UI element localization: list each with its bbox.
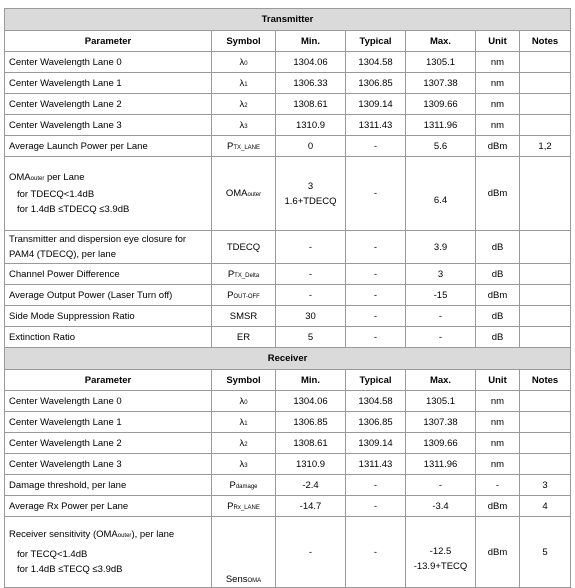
parameter-cell: Center Wavelength Lane 3	[5, 115, 212, 136]
parameter-cell: Center Wavelength Lane 2	[5, 94, 212, 115]
symbol-cell	[212, 73, 276, 94]
notes-cell	[520, 264, 571, 285]
min-cell: 1308.61	[276, 94, 346, 115]
parameter-cell: Damage threshold, per lane	[5, 475, 212, 496]
table-row	[5, 496, 571, 517]
column-header: Notes	[520, 31, 571, 52]
symbol-cell	[212, 412, 276, 433]
symbol-subscript: 0	[244, 399, 248, 406]
min-cell: -	[276, 285, 346, 306]
parameter-cell: Average Launch Power per Lane	[5, 136, 212, 157]
typical-cell: -	[346, 327, 406, 348]
column-header: Typical	[346, 370, 406, 391]
column-header: Min.	[276, 370, 346, 391]
section-header-row	[5, 9, 571, 31]
max-cell: 1311.96	[406, 454, 476, 475]
symbol-text: P	[227, 289, 234, 301]
symbol-subscript: 0	[244, 60, 248, 67]
symbol-text: P	[226, 140, 234, 152]
min-cell: 1308.61	[276, 433, 346, 454]
symbol-subscript: OUT-OFF	[233, 293, 260, 300]
symbol-text: P	[227, 268, 235, 280]
min-cell: -2.4	[276, 475, 346, 496]
unit-cell: dB	[476, 264, 520, 285]
parameter-cell: Average Rx Power per Lane	[5, 496, 212, 517]
max-cell: 1309.66	[406, 433, 476, 454]
max-cell: 1309.66	[406, 94, 476, 115]
max-cell: 5.6	[406, 136, 476, 157]
symbol-cell	[212, 327, 276, 348]
unit-cell: nm	[476, 391, 520, 412]
table-row	[5, 73, 571, 94]
max-cell: 3.9	[406, 231, 476, 264]
symbol-text: SMSR	[229, 310, 258, 322]
column-header: Notes	[520, 370, 571, 391]
notes-cell	[520, 231, 571, 264]
symbol-text: λ	[239, 437, 245, 449]
table-row	[5, 115, 571, 136]
symbol-text: P	[229, 479, 236, 491]
parameter-line: for TECQ<1.4dB	[17, 549, 88, 560]
unit-cell: dBm	[476, 136, 520, 157]
parameter-cell: Center Wavelength Lane 0	[5, 52, 212, 73]
min-cell: -	[276, 231, 346, 264]
unit-cell: nm	[476, 115, 520, 136]
table-row	[5, 433, 571, 454]
typical-cell: 1311.43	[346, 454, 406, 475]
min-cell: 0	[276, 136, 346, 157]
symbol-cell	[212, 517, 276, 588]
symbol-subscript: 2	[244, 441, 248, 448]
notes-cell	[520, 327, 571, 348]
min-cell: 1304.06	[276, 52, 346, 73]
table-row	[5, 412, 571, 433]
symbol-cell	[212, 52, 276, 73]
parameter-text: OMA	[9, 172, 31, 183]
typical-cell: 1304.58	[346, 391, 406, 412]
symbol-text: λ	[239, 416, 245, 428]
min-cell: 1306.33	[276, 73, 346, 94]
section-header-row	[5, 348, 571, 370]
max-cell: 1305.1	[406, 391, 476, 412]
unit-cell: nm	[476, 94, 520, 115]
symbol-text: λ	[239, 56, 245, 68]
notes-cell: 3	[520, 475, 571, 496]
unit-cell: nm	[476, 73, 520, 94]
table-row	[5, 94, 571, 115]
column-header: Typical	[346, 31, 406, 52]
table-row-tdecq	[5, 231, 571, 264]
parameter-line: for 1.4dB ≤TECQ ≤3.9dB	[17, 564, 123, 575]
symbol-subscript: damage	[235, 483, 258, 490]
notes-cell	[520, 52, 571, 73]
symbol-cell	[212, 391, 276, 412]
symbol-text: λ	[239, 77, 245, 89]
parameter-text: ), per lane	[131, 529, 175, 540]
min-cell: -	[276, 517, 346, 588]
unit-cell: dBm	[476, 157, 520, 231]
max-cell: -3.4	[406, 496, 476, 517]
parameter-text: Receiver sensitivity (OMA	[9, 529, 118, 540]
table-row	[5, 327, 571, 348]
typical-cell: 1311.43	[346, 115, 406, 136]
parameter-line	[9, 527, 207, 544]
symbol-text: P	[227, 500, 234, 512]
unit-cell: nm	[476, 52, 520, 73]
symbol-subscript: Rx_LANE	[233, 504, 260, 511]
min-value: 1.6+TDECQ	[284, 195, 337, 207]
table-row-oma	[5, 157, 571, 231]
table-row	[5, 264, 571, 285]
typical-cell: -	[346, 136, 406, 157]
symbol-cell	[212, 306, 276, 327]
min-cell: 30	[276, 306, 346, 327]
parameter-cell: Side Mode Suppression Ratio	[5, 306, 212, 327]
symbol-cell	[212, 136, 276, 157]
symbol-subscript: 3	[244, 462, 248, 469]
max-cell: -15	[406, 285, 476, 306]
symbol-subscript: TX_LANE	[233, 144, 261, 151]
parameter-line: Transmitter and dispersion eye closure for	[9, 234, 187, 245]
notes-cell	[520, 94, 571, 115]
typical-cell: 1304.58	[346, 52, 406, 73]
max-cell: 6.4	[406, 157, 476, 231]
symbol-cell	[212, 264, 276, 285]
table-row-sensitivity	[5, 517, 571, 588]
section-title: Receiver	[5, 348, 571, 370]
min-value: 3	[307, 180, 314, 192]
max-cell: -	[406, 306, 476, 327]
unit-cell: nm	[476, 454, 520, 475]
max-cell: 1307.38	[406, 73, 476, 94]
unit-cell: dB	[476, 231, 520, 264]
typical-cell: -	[346, 285, 406, 306]
symbol-subscript: TX_Delta	[234, 272, 260, 279]
spec-table	[4, 8, 571, 588]
table-row	[5, 285, 571, 306]
max-cell: -	[406, 475, 476, 496]
table-row	[5, 454, 571, 475]
parameter-text: per Lane	[44, 172, 85, 183]
symbol-cell	[212, 94, 276, 115]
parameter-cell: Channel Power Difference	[5, 264, 212, 285]
table-row	[5, 391, 571, 412]
table-row	[5, 475, 571, 496]
unit-cell: nm	[476, 433, 520, 454]
max-value: -13.9+TECQ	[413, 561, 468, 572]
notes-cell	[520, 115, 571, 136]
column-header: Symbol	[212, 31, 276, 52]
table-row	[5, 306, 571, 327]
notes-cell	[520, 433, 571, 454]
parameter-cell: Extinction Ratio	[5, 327, 212, 348]
column-header: Parameter	[5, 370, 212, 391]
symbol-cell	[212, 433, 276, 454]
spec-table-body	[5, 9, 571, 588]
notes-cell: 4	[520, 496, 571, 517]
unit-cell: nm	[476, 412, 520, 433]
min-cell: 1310.9	[276, 454, 346, 475]
column-header-row	[5, 31, 571, 52]
symbol-cell	[212, 285, 276, 306]
typical-cell: -	[346, 496, 406, 517]
unit-cell: dBm	[476, 496, 520, 517]
typical-cell: -	[346, 306, 406, 327]
parameter-line: for TDECQ<1.4dB	[17, 189, 95, 200]
min-cell: 5	[276, 327, 346, 348]
table-row	[5, 136, 571, 157]
parameter-cell: Center Wavelength Lane 1	[5, 412, 212, 433]
notes-cell: 5	[520, 517, 571, 588]
max-cell: -	[406, 327, 476, 348]
symbol-cell	[212, 454, 276, 475]
symbol-subscript: 2	[244, 102, 248, 109]
symbol-text: ER	[236, 331, 251, 343]
symbol-text: λ	[239, 458, 245, 470]
parameter-line	[9, 170, 207, 187]
min-cell: -14.7	[276, 496, 346, 517]
column-header: Parameter	[5, 31, 212, 52]
min-cell	[276, 157, 346, 231]
unit-cell: dBm	[476, 285, 520, 306]
symbol-text: OMA	[225, 188, 248, 199]
symbol-text: Sens	[225, 574, 248, 585]
min-cell: 1304.06	[276, 391, 346, 412]
typical-cell: 1306.85	[346, 73, 406, 94]
unit-cell: -	[476, 475, 520, 496]
symbol-subscript: 3	[244, 123, 248, 130]
notes-cell	[520, 73, 571, 94]
section-title: Transmitter	[5, 9, 571, 31]
symbol-cell	[212, 115, 276, 136]
max-cell: 1305.1	[406, 52, 476, 73]
max-cell: 3	[406, 264, 476, 285]
unit-cell: dBm	[476, 517, 520, 588]
column-header: Unit	[476, 31, 520, 52]
symbol-cell	[212, 475, 276, 496]
typical-cell: -	[346, 517, 406, 588]
parameter-cell: Center Wavelength Lane 2	[5, 433, 212, 454]
symbol-subscript: OMA	[247, 578, 262, 584]
parameter-cell: Center Wavelength Lane 3	[5, 454, 212, 475]
parameter-cell	[5, 517, 212, 588]
column-header: Symbol	[212, 370, 276, 391]
typical-cell: -	[346, 231, 406, 264]
max-cell	[406, 517, 476, 588]
notes-cell	[520, 157, 571, 231]
parameter-cell: Average Output Power (Laser Turn off)	[5, 285, 212, 306]
parameter-line: PAM4 (TDECQ), per lane	[9, 249, 116, 260]
unit-cell: dB	[476, 306, 520, 327]
min-cell: -	[276, 264, 346, 285]
typical-cell: 1309.14	[346, 94, 406, 115]
parameter-cell	[5, 231, 212, 264]
min-cell: 1306.85	[276, 412, 346, 433]
notes-cell: 1,2	[520, 136, 571, 157]
column-header: Max.	[406, 31, 476, 52]
typical-cell: -	[346, 475, 406, 496]
typical-cell: -	[346, 157, 406, 231]
max-value: -12.5	[429, 546, 452, 557]
parameter-subscript: outer	[117, 533, 132, 539]
typical-cell: -	[346, 264, 406, 285]
notes-cell	[520, 412, 571, 433]
typical-cell: 1306.85	[346, 412, 406, 433]
symbol-text: λ	[239, 395, 245, 407]
notes-cell	[520, 391, 571, 412]
notes-cell	[520, 454, 571, 475]
notes-cell	[520, 285, 571, 306]
notes-cell	[520, 306, 571, 327]
symbol-text: λ	[239, 119, 245, 131]
parameter-cell: Center Wavelength Lane 0	[5, 391, 212, 412]
min-cell: 1310.9	[276, 115, 346, 136]
column-header: Max.	[406, 370, 476, 391]
table-row	[5, 52, 571, 73]
max-cell: 1307.38	[406, 412, 476, 433]
symbol-subscript: 1	[244, 420, 248, 427]
symbol-subscript: 1	[244, 81, 248, 88]
max-cell: 1311.96	[406, 115, 476, 136]
symbol-text: λ	[239, 98, 245, 110]
symbol-subscript: outer	[247, 192, 262, 198]
unit-cell: dB	[476, 327, 520, 348]
symbol-cell	[212, 496, 276, 517]
symbol-cell: TDECQ	[212, 231, 276, 264]
symbol-cell	[212, 157, 276, 231]
typical-cell: 1309.14	[346, 433, 406, 454]
parameter-subscript: outer	[30, 176, 45, 182]
column-header: Unit	[476, 370, 520, 391]
parameter-cell: Center Wavelength Lane 1	[5, 73, 212, 94]
parameter-cell	[5, 157, 212, 231]
column-header: Min.	[276, 31, 346, 52]
parameter-line: for 1.4dB ≤TDECQ ≤3.9dB	[17, 204, 130, 215]
column-header-row	[5, 370, 571, 391]
